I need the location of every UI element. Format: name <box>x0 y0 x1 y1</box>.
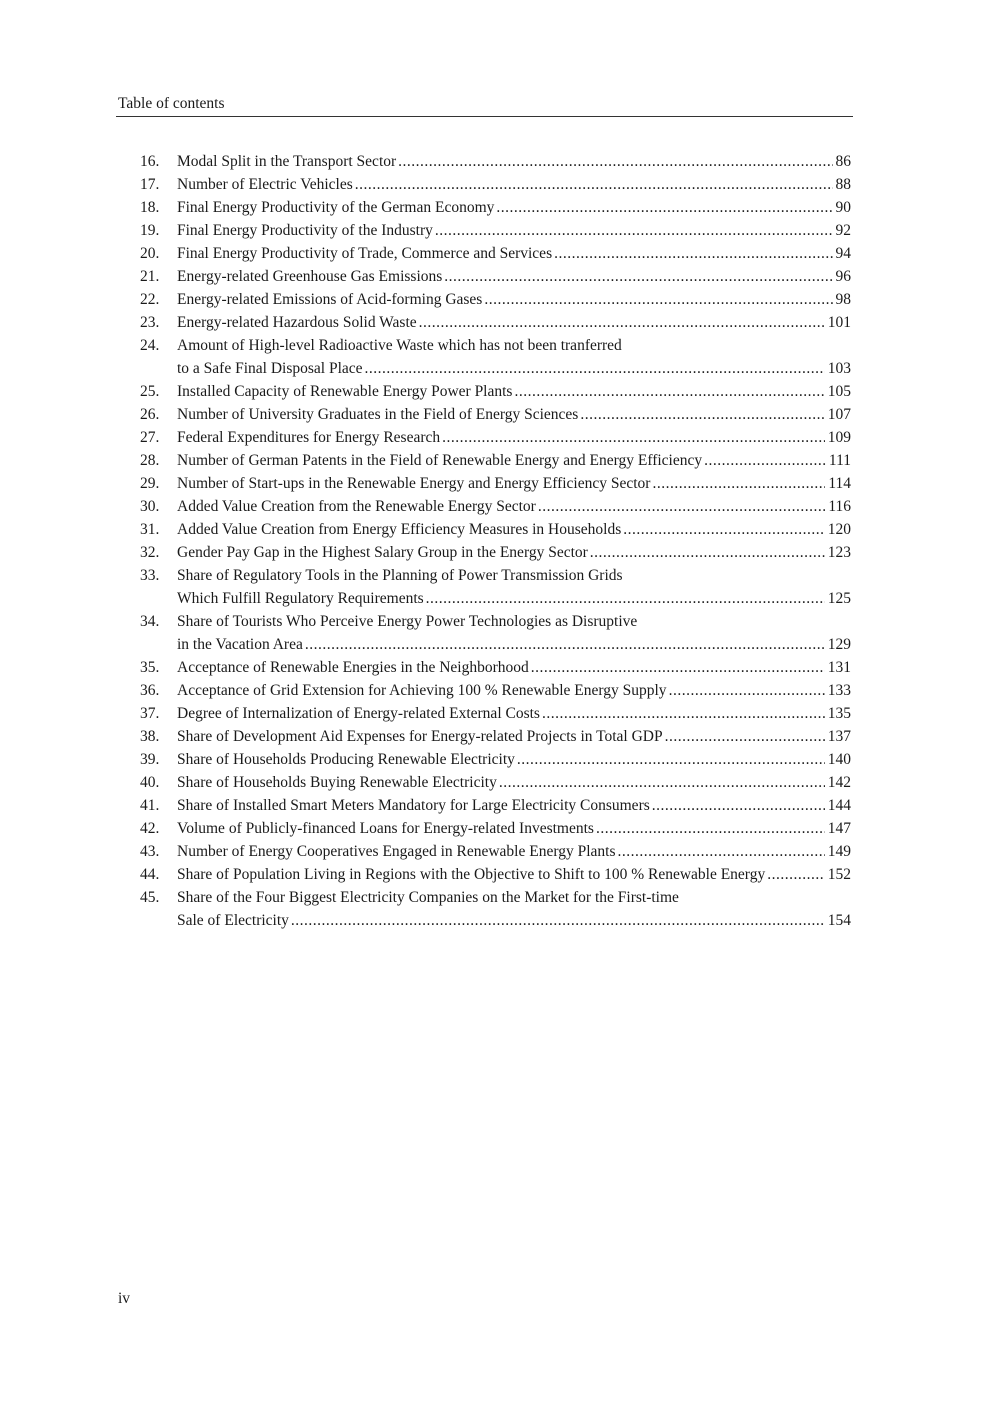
toc-entry-body <box>177 173 851 196</box>
dot-leader <box>580 403 824 426</box>
toc-entry-line <box>177 380 851 403</box>
dot-leader <box>652 472 825 495</box>
toc-entry-page: 103 <box>827 360 851 377</box>
toc-entry-body <box>177 794 851 817</box>
toc-entry[interactable] <box>140 771 851 794</box>
toc-entry-number: 24. <box>140 337 160 354</box>
toc-entry-line <box>177 173 851 196</box>
toc-entry-body <box>177 219 851 242</box>
toc-entry-page: 94 <box>835 245 851 262</box>
toc-entry-page: 123 <box>827 544 851 561</box>
dot-leader <box>444 265 832 288</box>
toc-entry-line <box>177 472 851 495</box>
toc-entry-body <box>177 311 851 334</box>
toc-entry-line <box>177 725 851 748</box>
toc-entry[interactable] <box>140 679 851 702</box>
toc-entry-body <box>177 403 851 426</box>
toc-entry-page: 107 <box>827 406 851 423</box>
toc-entry-number: 17. <box>140 176 160 193</box>
toc-entry-line <box>177 334 851 357</box>
toc-entry-number: 19. <box>140 222 160 239</box>
toc-entry-line <box>177 311 851 334</box>
toc-entry-page: 137 <box>827 728 851 745</box>
toc-entry-line <box>177 495 851 518</box>
toc-entry[interactable] <box>140 426 851 449</box>
toc-entry-number: 35. <box>140 659 160 676</box>
toc-entry[interactable] <box>140 150 851 173</box>
toc-entry-title: Share of Households Producing Renewable Electricity <box>177 751 515 768</box>
toc-entry[interactable] <box>140 748 851 771</box>
dot-leader <box>554 242 832 265</box>
toc-entry-number: 45. <box>140 889 160 906</box>
toc-entry-number: 21. <box>140 268 160 285</box>
toc-entry-page: 144 <box>827 797 851 814</box>
toc-entry-body <box>177 265 851 288</box>
dot-leader <box>355 173 833 196</box>
toc-entry-page: 152 <box>827 866 851 883</box>
toc-entry-number: 44. <box>140 866 160 883</box>
toc-entry-body <box>177 541 851 564</box>
toc-entry-title: Share of the Four Biggest Electricity Companies on the Market for the First-time <box>177 889 679 906</box>
toc-entry-body <box>177 679 851 702</box>
toc-entry-body <box>177 334 851 380</box>
dot-leader <box>514 380 824 403</box>
toc-entry-body <box>177 886 851 932</box>
dot-leader <box>617 840 824 863</box>
toc-entry-page: 120 <box>827 521 851 538</box>
toc-entry-page: 116 <box>828 498 851 515</box>
toc-entry-title: Share of Regulatory Tools in the Planning of Power Transmission Grids <box>177 567 623 584</box>
dot-leader <box>652 794 825 817</box>
dot-leader <box>426 587 825 610</box>
toc-entry-page: 125 <box>827 590 851 607</box>
toc-entry-body <box>177 518 851 541</box>
toc-entry-title: Final Energy Productivity of the Industry <box>177 222 433 239</box>
toc-entry-line <box>177 771 851 794</box>
toc-entry-number: 26. <box>140 406 160 423</box>
toc-entry-body <box>177 196 851 219</box>
toc-entry-title: Added Value Creation from Energy Efficiency Measures in Households <box>177 521 622 538</box>
toc-entry-page: 90 <box>835 199 851 216</box>
toc-entry-title: Energy-related Greenhouse Gas Emissions <box>177 268 443 285</box>
toc-entry-title: Energy-related Hazardous Solid Waste <box>177 314 417 331</box>
toc-entry-number: 22. <box>140 291 160 308</box>
toc-entry-number: 42. <box>140 820 160 837</box>
dot-leader <box>365 357 825 380</box>
toc-entry-number: 27. <box>140 429 160 446</box>
toc-entry-title: Number of Electric Vehicles <box>177 176 353 193</box>
toc-entry-number: 33. <box>140 567 160 584</box>
dot-leader <box>704 449 826 472</box>
toc-entry-title: Federal Expenditures for Energy Research <box>177 429 441 446</box>
toc-entry-number: 31. <box>140 521 160 538</box>
toc-entry-title: Number of Energy Cooperatives Engaged in Renewable Energy Plants <box>177 843 616 860</box>
toc-entry-line <box>177 242 851 265</box>
toc-entry-page: 92 <box>835 222 851 239</box>
toc-entry-line <box>177 863 851 886</box>
toc-entry-line <box>177 288 851 311</box>
toc-entry-page: 109 <box>827 429 851 446</box>
toc-entry-line <box>177 403 851 426</box>
toc-entry-number: 40. <box>140 774 160 791</box>
toc-entry-body <box>177 863 851 886</box>
toc-entry-title: to a Safe Final Disposal Place <box>177 360 363 377</box>
toc-entry-line <box>177 794 851 817</box>
toc-entry-line <box>177 265 851 288</box>
page-number: iv <box>118 1290 131 1307</box>
toc-entry-page: 131 <box>827 659 851 676</box>
dot-leader <box>419 311 825 334</box>
toc-entry-number: 36. <box>140 682 160 699</box>
toc-entry-line <box>177 909 851 932</box>
toc-entry-number: 23. <box>140 314 160 331</box>
table-of-contents <box>140 150 851 932</box>
toc-entry-title: Number of Start-ups in the Renewable Energy and Energy Efficiency Sector <box>177 475 651 492</box>
toc-entry-line <box>177 219 851 242</box>
toc-entry-body <box>177 242 851 265</box>
toc-entry[interactable] <box>140 472 851 495</box>
toc-entry-body <box>177 495 851 518</box>
toc-entry-line <box>177 702 851 725</box>
toc-entry-number: 41. <box>140 797 160 814</box>
toc-entry-page: 135 <box>827 705 851 722</box>
toc-entry[interactable] <box>140 541 851 564</box>
toc-entry-body <box>177 449 851 472</box>
toc-entry[interactable] <box>140 610 851 656</box>
toc-entry[interactable] <box>140 656 851 679</box>
toc-entry-title: Share of Population Living in Regions with the Objective to Shift to 100 % Renewable Energy <box>177 866 766 883</box>
toc-entry-line <box>177 817 851 840</box>
toc-entry-title: Acceptance of Grid Extension for Achieving 100 % Renewable Energy Supply <box>177 682 667 699</box>
toc-entry-title: Share of Tourists Who Perceive Energy Power Technologies as Disruptive <box>177 613 638 630</box>
toc-entry[interactable] <box>140 219 851 242</box>
toc-entry[interactable] <box>140 449 851 472</box>
dot-leader <box>665 725 825 748</box>
toc-entry-body <box>177 426 851 449</box>
toc-entry[interactable] <box>140 886 851 932</box>
toc-entry-page: 129 <box>827 636 851 653</box>
toc-entry-line <box>177 196 851 219</box>
toc-entry-page: 154 <box>827 912 851 929</box>
toc-entry[interactable] <box>140 518 851 541</box>
toc-entry-body <box>177 771 851 794</box>
toc-entry-title: Which Fulfill Regulatory Requirements <box>177 590 424 607</box>
toc-entry-line <box>177 886 851 909</box>
toc-entry-page: 114 <box>828 475 851 492</box>
dot-leader <box>669 679 825 702</box>
toc-entry-page: 98 <box>835 291 851 308</box>
toc-entry[interactable] <box>140 725 851 748</box>
toc-entry[interactable] <box>140 840 851 863</box>
toc-entry-number: 28. <box>140 452 160 469</box>
dot-leader <box>291 909 825 932</box>
toc-entry-number: 16. <box>140 153 160 170</box>
toc-entry-page: 96 <box>835 268 851 285</box>
toc-entry-page: 105 <box>827 383 851 400</box>
toc-entry-body <box>177 725 851 748</box>
toc-entry-body <box>177 610 851 656</box>
toc-entry-number: 25. <box>140 383 160 400</box>
toc-entry[interactable] <box>140 288 851 311</box>
toc-entry-title: Final Energy Productivity of Trade, Commerce and Services <box>177 245 553 262</box>
toc-entry-title: Sale of Electricity <box>177 912 289 929</box>
toc-entry-number: 39. <box>140 751 160 768</box>
toc-entry[interactable] <box>140 334 851 380</box>
dot-leader <box>496 196 832 219</box>
toc-entry-body <box>177 288 851 311</box>
toc-entry-title: Number of German Patents in the Field of Renewable Energy and Energy Efficiency <box>177 452 703 469</box>
toc-entry-page: 133 <box>827 682 851 699</box>
toc-entry-number: 32. <box>140 544 160 561</box>
toc-entry-number: 29. <box>140 475 160 492</box>
toc-entry[interactable] <box>140 265 851 288</box>
toc-entry-title: Installed Capacity of Renewable Energy Power Plants <box>177 383 513 400</box>
dot-leader <box>596 817 825 840</box>
toc-entry-line <box>177 748 851 771</box>
toc-entry-body <box>177 656 851 679</box>
toc-entry-number: 30. <box>140 498 160 515</box>
toc-entry[interactable] <box>140 242 851 265</box>
toc-entry-line <box>177 679 851 702</box>
toc-entry[interactable] <box>140 495 851 518</box>
dot-leader <box>499 771 825 794</box>
toc-entry-page: 142 <box>827 774 851 791</box>
toc-entry[interactable] <box>140 380 851 403</box>
toc-entry-body <box>177 472 851 495</box>
toc-entry-line <box>177 633 851 656</box>
toc-entry-line <box>177 840 851 863</box>
toc-entry-title: Gender Pay Gap in the Highest Salary Group in the Energy Sector <box>177 544 588 561</box>
toc-entry-title: Added Value Creation from the Renewable Energy Sector <box>177 498 536 515</box>
dot-leader <box>767 863 825 886</box>
toc-entry-body <box>177 380 851 403</box>
toc-entry-title: in the Vacation Area <box>177 636 303 653</box>
toc-entry-line <box>177 587 851 610</box>
toc-entry-body <box>177 817 851 840</box>
toc-entry-title: Number of University Graduates in the Field of Energy Sciences <box>177 406 579 423</box>
toc-entry-line <box>177 426 851 449</box>
toc-entry[interactable] <box>140 863 851 886</box>
toc-entry-body <box>177 748 851 771</box>
toc-entry-page: 88 <box>835 176 851 193</box>
toc-entry-title: Modal Split in the Transport Sector <box>177 153 397 170</box>
toc-entry-title: Final Energy Productivity of the German Economy <box>177 199 495 216</box>
toc-entry-number: 38. <box>140 728 160 745</box>
toc-entry[interactable] <box>140 196 851 219</box>
toc-entry-line <box>177 564 851 587</box>
toc-entry-line <box>177 541 851 564</box>
toc-entry-line <box>177 610 851 633</box>
toc-entry-number: 18. <box>140 199 160 216</box>
toc-entry-number: 43. <box>140 843 160 860</box>
toc-entry-number: 34. <box>140 613 160 630</box>
toc-entry-body <box>177 702 851 725</box>
toc-entry-page: 147 <box>827 820 851 837</box>
toc-entry-title: Volume of Publicly-financed Loans for Energy-related Investments <box>177 820 594 837</box>
toc-entry-line <box>177 518 851 541</box>
dot-leader <box>538 495 825 518</box>
toc-entry-body <box>177 150 851 173</box>
dot-leader <box>305 633 825 656</box>
toc-entry-number: 37. <box>140 705 160 722</box>
toc-entry-title: Amount of High-level Radioactive Waste which has not been tranferred <box>177 337 622 354</box>
header-rule <box>116 116 853 117</box>
toc-entry-page: 140 <box>827 751 851 768</box>
toc-entry-body <box>177 564 851 610</box>
toc-entry[interactable] <box>140 564 851 610</box>
toc-entry-page: 111 <box>828 452 851 469</box>
toc-entry-page: 86 <box>835 153 851 170</box>
toc-entry-page: 101 <box>827 314 851 331</box>
dot-leader <box>442 426 825 449</box>
dot-leader <box>398 150 832 173</box>
toc-entry-title: Share of Households Buying Renewable Electricity <box>177 774 497 791</box>
dot-leader <box>484 288 832 311</box>
dot-leader <box>590 541 825 564</box>
toc-entry-line <box>177 656 851 679</box>
dot-leader <box>623 518 825 541</box>
toc-entry-title: Degree of Internalization of Energy-related External Costs <box>177 705 540 722</box>
toc-entry-number: 20. <box>140 245 160 262</box>
toc-entry[interactable] <box>140 702 851 725</box>
toc-entry-page: 149 <box>827 843 851 860</box>
toc-entry-line <box>177 449 851 472</box>
toc-entry-line <box>177 150 851 173</box>
toc-entry-title: Energy-related Emissions of Acid-forming Gases <box>177 291 483 308</box>
toc-entry[interactable] <box>140 403 851 426</box>
dot-leader <box>435 219 833 242</box>
dot-leader <box>517 748 825 771</box>
dot-leader <box>531 656 825 679</box>
toc-entry[interactable] <box>140 173 851 196</box>
toc-entry-title: Share of Installed Smart Meters Mandatory for Large Electricity Consumers <box>177 797 650 814</box>
toc-entry[interactable] <box>140 794 851 817</box>
toc-entry-title: Acceptance of Renewable Energies in the Neighborhood <box>177 659 529 676</box>
toc-entry-body <box>177 840 851 863</box>
dot-leader <box>542 702 825 725</box>
running-head: Table of contents <box>118 95 225 112</box>
toc-entry-line <box>177 357 851 380</box>
toc-entry[interactable] <box>140 311 851 334</box>
toc-entry[interactable] <box>140 817 851 840</box>
toc-entry-title: Share of Development Aid Expenses for Energy-related Projects in Total GDP <box>177 728 663 745</box>
